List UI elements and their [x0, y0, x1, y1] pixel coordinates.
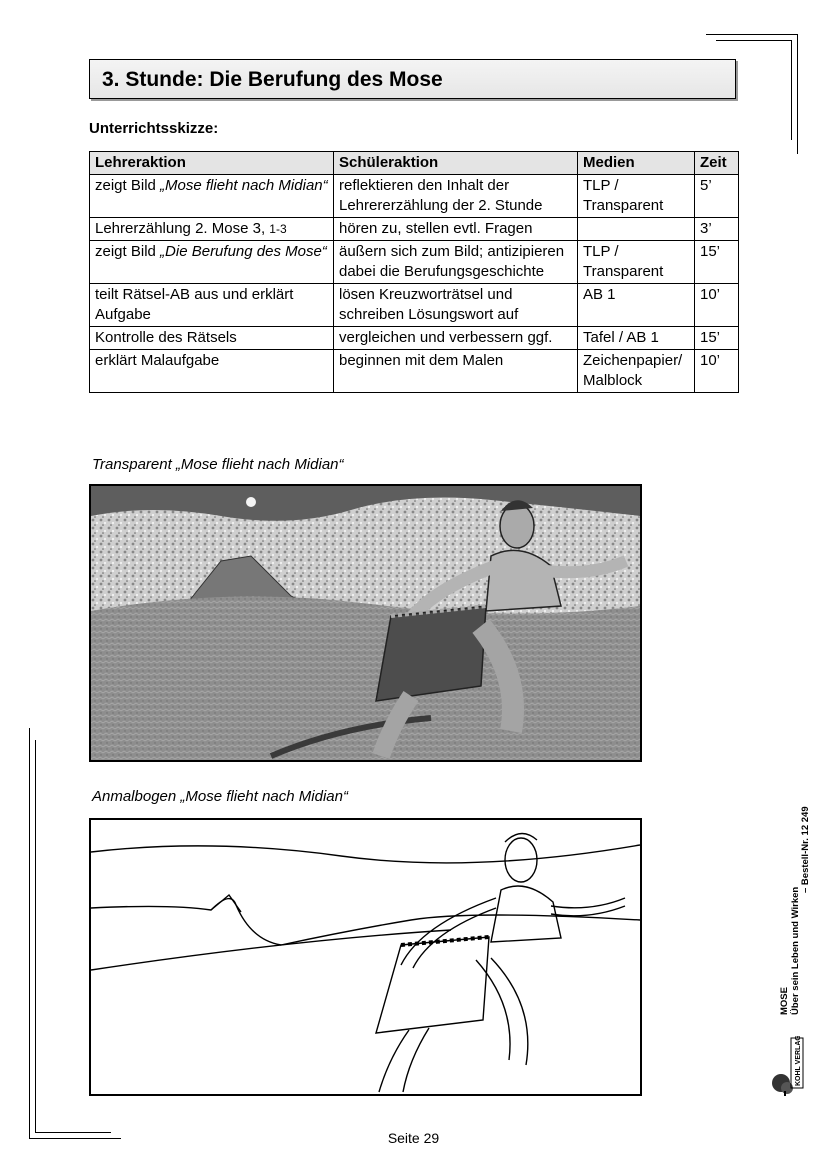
- cell-student: äußern sich zum Bild; antizipieren dabei die Berufungsgeschichte: [334, 241, 578, 284]
- tree-icon: [771, 1036, 805, 1096]
- book-title-line1: MOSE: [779, 987, 790, 1015]
- lesson-title-box: [89, 59, 736, 99]
- cell-media: TLP / Transparent: [578, 175, 695, 218]
- cell-time: 15’: [695, 241, 739, 284]
- cell-student: beginnen mit dem Malen: [334, 350, 578, 393]
- cell-teacher: [90, 175, 334, 218]
- teacher-text: Lehrerzählung 2. Mose 3,: [95, 220, 270, 237]
- table-body: [90, 175, 739, 393]
- cell-media: Tafel / AB 1: [578, 327, 695, 350]
- frame-line-left-2: [35, 740, 36, 1132]
- book-title: [779, 887, 801, 1015]
- section-subtitle: Unterrichtsskizze:: [89, 120, 219, 137]
- cell-media: [578, 218, 695, 241]
- table-row: [90, 241, 739, 284]
- picture-title: „Die Berufung des Mose“: [160, 243, 327, 260]
- teacher-text: erklärt Malaufgabe: [95, 352, 220, 369]
- teacher-text: zeigt Bild: [95, 177, 161, 194]
- header-teacher: Lehreraktion: [90, 152, 334, 175]
- cell-time: 10’: [695, 350, 739, 393]
- table-row: [90, 175, 739, 218]
- coloring-image: [89, 818, 642, 1096]
- transparent-illustration: [91, 486, 640, 760]
- teacher-text: zeigt Bild: [95, 243, 161, 260]
- header-time: Zeit: [695, 152, 739, 175]
- transparent-image: [89, 484, 642, 762]
- cell-student: hören zu, stellen evtl. Fragen: [334, 218, 578, 241]
- cell-media: AB 1: [578, 284, 695, 327]
- verse-range: 1-3: [269, 222, 287, 236]
- lesson-plan-table: [89, 151, 739, 393]
- publisher-logo: [771, 1036, 805, 1096]
- cell-student: vergleichen und verbessern ggf.: [334, 327, 578, 350]
- table-row: [90, 284, 739, 327]
- header-media: Medien: [578, 152, 695, 175]
- lesson-title: 3. Stunde: Die Berufung des Mose: [102, 68, 443, 91]
- table-row: [90, 218, 739, 241]
- cell-teacher: [90, 284, 334, 327]
- table-header-row: [90, 152, 739, 175]
- book-title-line2: Über sein Leben und Wirken: [790, 886, 801, 1015]
- cell-media: Zeichenpapier/ Malblock: [578, 350, 695, 393]
- cell-media: TLP / Transparent: [578, 241, 695, 284]
- cell-teacher: [90, 241, 334, 284]
- caption-transparent: Transparent „Mose flieht nach Midian“: [92, 456, 344, 473]
- order-number: – Bestell-Nr. 12 249: [800, 806, 811, 893]
- cell-teacher: [90, 350, 334, 393]
- table-row: [90, 350, 739, 393]
- caption-coloring: Anmalbogen „Mose flieht nach Midian“: [92, 788, 348, 805]
- page-number: Seite 29: [387, 1130, 440, 1146]
- cell-time: 3’: [695, 218, 739, 241]
- frame-line-right: [797, 34, 798, 154]
- cell-time: 5’: [695, 175, 739, 218]
- cell-time: 10’: [695, 284, 739, 327]
- publisher-name: KOHL VERLAG: [795, 1036, 802, 1086]
- cell-student: reflektieren den Inhalt der Lehrererzählung der 2. Stunde: [334, 175, 578, 218]
- cell-teacher: [90, 327, 334, 350]
- header-student: Schüleraktion: [334, 152, 578, 175]
- frame-line-top-2: [716, 40, 792, 41]
- cell-student: lösen Kreuzworträtsel und schreiben Lösungswort auf: [334, 284, 578, 327]
- cell-time: 15’: [695, 327, 739, 350]
- coloring-illustration: [91, 820, 640, 1094]
- frame-line-top: [706, 34, 798, 35]
- teacher-text: Kontrolle des Rätsels: [95, 329, 237, 346]
- picture-title: „Mose flieht nach Midian“: [160, 177, 328, 194]
- table-row: [90, 327, 739, 350]
- frame-line-right-2: [791, 40, 792, 140]
- teacher-text: teilt Rätsel-AB aus und erklärt Aufgabe: [95, 286, 294, 323]
- frame-line-left: [29, 728, 30, 1138]
- cell-teacher: [90, 218, 334, 241]
